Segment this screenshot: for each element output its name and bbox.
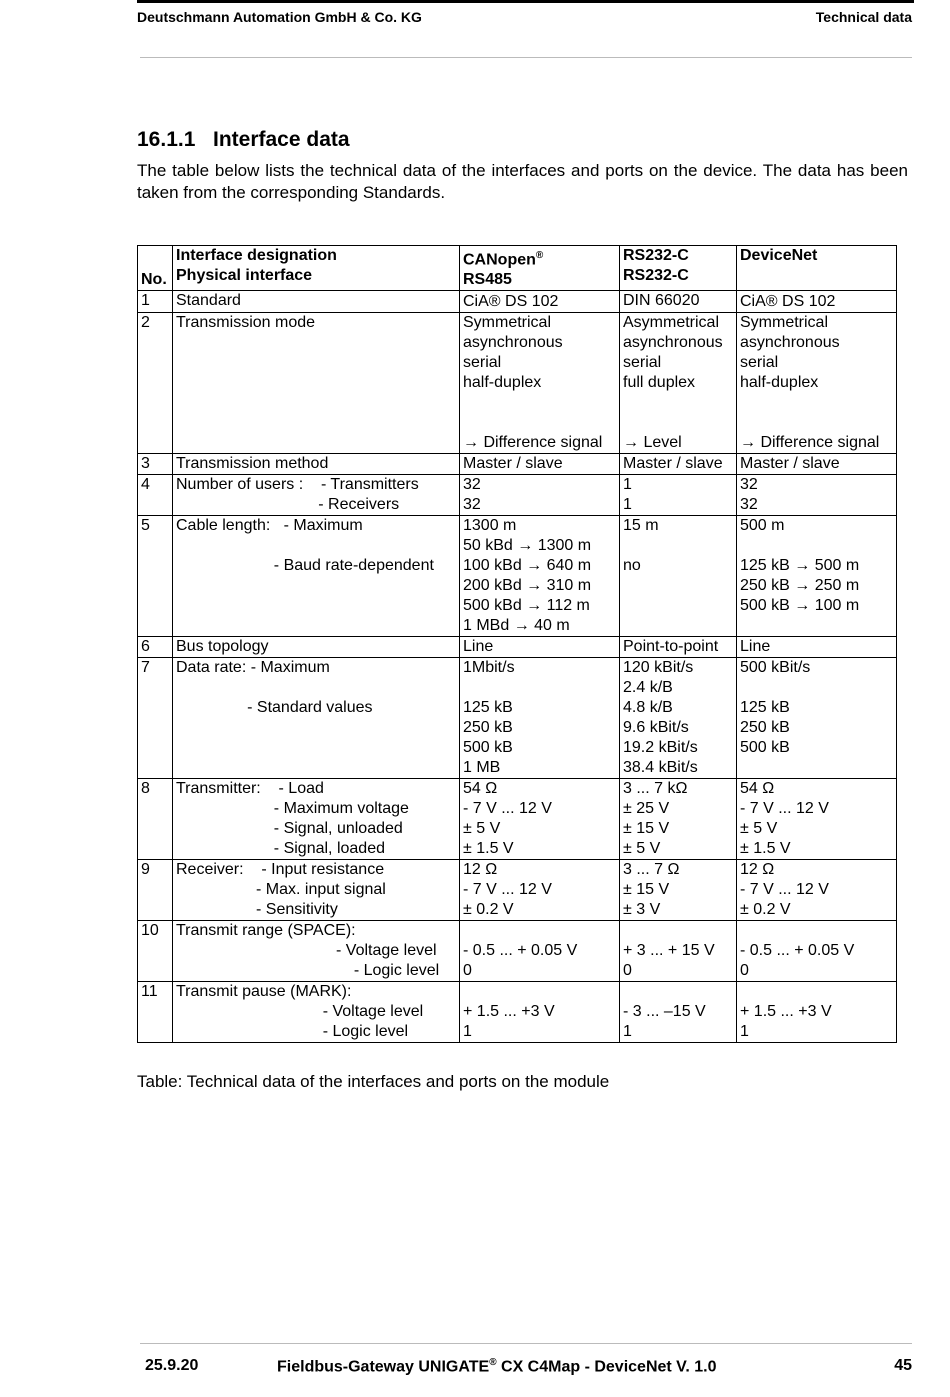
row-no: 2 — [138, 313, 173, 454]
footer-document — [277, 1357, 717, 1376]
section-title: Interface data — [213, 128, 350, 151]
row-devicenet: 500 m 125 kB → 500 m 250 kB → 250 m 500 kB → 100 m — [737, 516, 897, 637]
row-canopen: CiA® DS 102 — [460, 291, 620, 313]
table-row — [138, 454, 897, 475]
row-devicenet: 54 Ω - 7 V ... 12 V ± 5 V ± 1.5 V — [737, 779, 897, 860]
header-designation: Interface designation Physical interface — [173, 246, 460, 291]
row-devicenet: 12 Ω - 7 V ... 12 V ± 0.2 V — [737, 860, 897, 921]
header-section: Technical data — [815, 9, 912, 25]
row-desc: Standard — [173, 291, 460, 313]
row-no: 1 — [138, 291, 173, 313]
row-no: 7 — [138, 658, 173, 779]
header-divider — [140, 57, 912, 58]
row-devicenet: Master / slave — [737, 454, 897, 475]
footer-doc-name: Fieldbus-Gateway UNIGATE — [277, 1358, 490, 1376]
table-row — [138, 921, 897, 982]
table-row — [138, 860, 897, 921]
row-desc: Receiver: - Input resistance - Max. input signal - Sensitivity — [173, 860, 460, 921]
row-devicenet: 32 32 — [737, 475, 897, 516]
row-desc: Cable length: - Maximum - Baud rate-dependent — [173, 516, 460, 637]
row-devicenet: Symmetrical asynchronous serial half-duplex → Difference signal — [737, 313, 897, 454]
row-desc: Number of users : - Transmitters - Receivers — [173, 475, 460, 516]
header-company: Deutschmann Automation GmbH & Co. KG — [137, 9, 422, 25]
row-canopen: + 1.5 ... +3 V 1 — [460, 982, 620, 1043]
table-header-row — [138, 246, 897, 291]
row-no: 10 — [138, 921, 173, 982]
table-caption: Table: Technical data of the interfaces and ports on the module — [137, 1072, 610, 1091]
row-rs232: + 3 ... + 15 V 0 — [620, 921, 737, 982]
row-no: 6 — [138, 637, 173, 658]
header-canopen — [460, 246, 620, 291]
row-no: 3 — [138, 454, 173, 475]
header-rule — [137, 0, 914, 3]
row-desc: Transmit range (SPACE): - Voltage level - Logic level — [173, 921, 460, 982]
row-canopen: Symmetrical asynchronous serial half-duplex → Difference signal — [460, 313, 620, 454]
header-canopen-reg: ® — [535, 250, 544, 261]
row-desc: Transmission method — [173, 454, 460, 475]
row-canopen: 32 32 — [460, 475, 620, 516]
table-row — [138, 291, 897, 313]
row-desc: Bus topology — [173, 637, 460, 658]
row-rs232: Point-to-point — [620, 637, 737, 658]
row-no: 8 — [138, 779, 173, 860]
row-rs232: - 3 ... –15 V 1 — [620, 982, 737, 1043]
row-devicenet: Line — [737, 637, 897, 658]
row-canopen: 1Mbit/s 125 kB 250 kB 500 kB 1 MB — [460, 658, 620, 779]
row-no: 9 — [138, 860, 173, 921]
intro-paragraph: The table below lists the technical data of the interfaces and ports on the device. The data has been taken from the corresponding Standards. — [137, 161, 908, 202]
row-rs232: DIN 66020 — [620, 291, 737, 313]
footer-divider — [140, 1343, 912, 1344]
table-row — [138, 516, 897, 637]
table-row — [138, 313, 897, 454]
table-row — [138, 982, 897, 1043]
row-rs232: Master / slave — [620, 454, 737, 475]
header-no: No. — [138, 246, 173, 291]
table-row — [138, 658, 897, 779]
row-devicenet: + 1.5 ... +3 V 1 — [737, 982, 897, 1043]
row-canopen: Line — [460, 637, 620, 658]
section-number: 16.1.1 — [137, 128, 196, 151]
row-desc: Transmission mode — [173, 313, 460, 454]
row-canopen: 54 Ω - 7 V ... 12 V ± 5 V ± 1.5 V — [460, 779, 620, 860]
row-devicenet: - 0.5 ... + 0.05 V 0 — [737, 921, 897, 982]
row-devicenet: CiA® DS 102 — [737, 291, 897, 313]
table-row — [138, 779, 897, 860]
row-canopen: 12 Ω - 7 V ... 12 V ± 0.2 V — [460, 860, 620, 921]
row-desc: Transmit pause (MARK): - Voltage level - Logic level — [173, 982, 460, 1043]
header-canopen-sub: RS485 — [463, 271, 512, 289]
row-rs232: 120 kBit/s 2.4 k/B 4.8 k/B 9.6 kBit/s 19.2 kBit/s 38.4 kBit/s — [620, 658, 737, 779]
row-rs232: 15 m no — [620, 516, 737, 637]
footer-page-number: 45 — [894, 1357, 912, 1374]
section-heading — [137, 128, 350, 152]
row-no: 11 — [138, 982, 173, 1043]
table-row — [138, 637, 897, 658]
row-no: 5 — [138, 516, 173, 637]
interface-data-table — [137, 245, 897, 1043]
row-canopen: 1300 m 50 kBd → 1300 m 100 kBd → 640 m 200 kBd → 310 m 500 kBd → 112 m 1 MBd → 40 m — [460, 516, 620, 637]
row-rs232: 1 1 — [620, 475, 737, 516]
footer-date: 25.9.20 — [145, 1357, 199, 1374]
header-devicenet: DeviceNet — [737, 246, 897, 291]
row-rs232: 3 ... 7 Ω ± 15 V ± 3 V — [620, 860, 737, 921]
header-rs232: RS232-C RS232-C — [620, 246, 737, 291]
row-no: 4 — [138, 475, 173, 516]
header-canopen-name: CANopen — [463, 251, 536, 269]
row-desc: Transmitter: - Load - Maximum voltage - Signal, unloaded - Signal, loaded — [173, 779, 460, 860]
row-devicenet: 500 kBit/s 125 kB 250 kB 500 kB — [737, 658, 897, 779]
footer-doc-reg: ® — [489, 1357, 497, 1368]
row-rs232: Asymmetrical asynchronous serial full duplex → Level — [620, 313, 737, 454]
table-row — [138, 475, 897, 516]
row-canopen: Master / slave — [460, 454, 620, 475]
row-canopen: - 0.5 ... + 0.05 V 0 — [460, 921, 620, 982]
row-desc: Data rate: - Maximum - Standard values — [173, 658, 460, 779]
row-rs232: 3 ... 7 kΩ ± 25 V ± 15 V ± 5 V — [620, 779, 737, 860]
footer-doc-version: CX C4Map - DeviceNet V. 1.0 — [496, 1358, 717, 1376]
